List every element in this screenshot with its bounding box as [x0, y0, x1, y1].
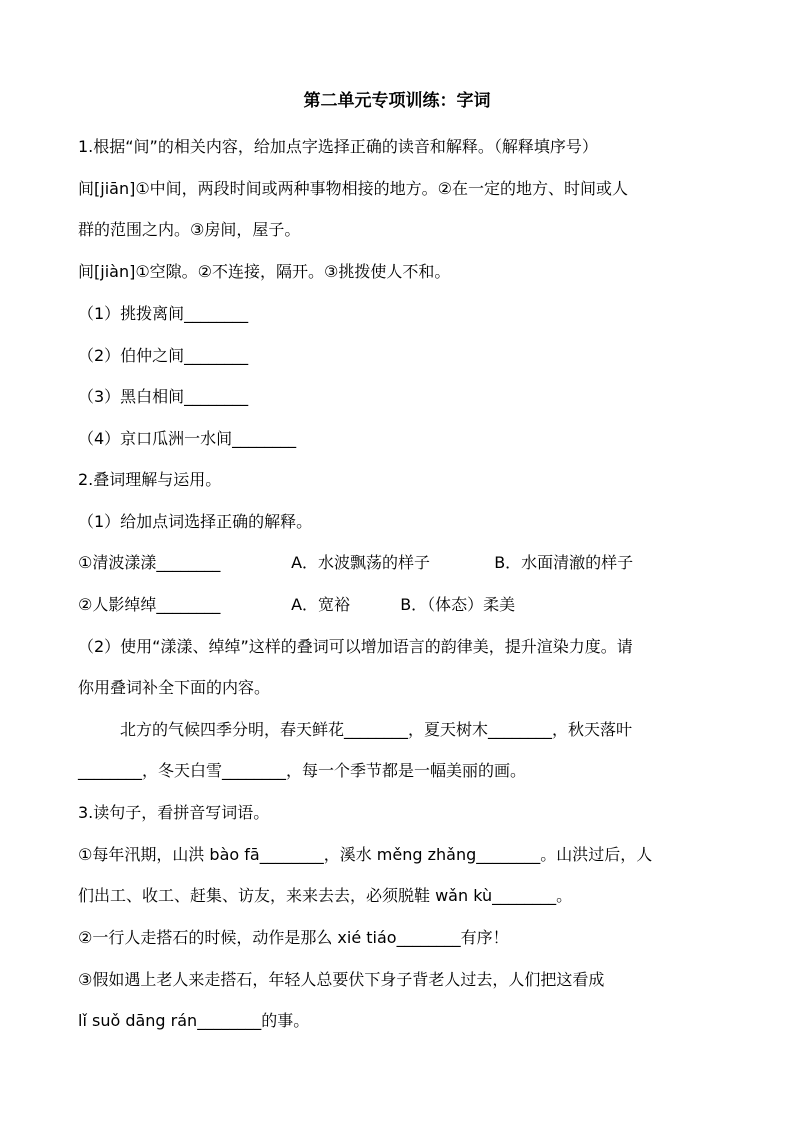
q2-paragraph-line-2: ________，冬天白雪________，每一个季节都是一幅美丽的画。: [78, 761, 527, 780]
q1-jian1-def-line2: 群的范围之内。③房间，屋子。: [78, 220, 301, 239]
q2-row-2-option-b: B．（体态）柔美: [400, 595, 516, 614]
q3-sentence-3-line-2: lǐ suǒ dāng rán________的事。: [78, 1011, 310, 1030]
q3-sentence-3-line-1: ③假如遇上老人来走搭石，年轻人总要伏下身子背老人过去，人们把这看成: [78, 970, 605, 989]
q1-jian1-def-line1: 间[jiān]①中间，两段时间或两种事物相接的地方。②在一定的地方、时间或人: [78, 179, 629, 198]
q1-jian4-def: 间[jiàn]①空隙。②不连接，隔开。③挑拨使人不和。: [78, 262, 451, 281]
q1-item-2: （2）伯仲之间________: [78, 346, 249, 365]
q2-sub2-line-2: 你用叠词补全下面的内容。: [78, 678, 271, 697]
q1-item-4: （4）京口瓜洲一水间________: [78, 429, 297, 448]
page-title: 第二单元专项训练：字词: [303, 91, 491, 111]
q2-row-1: [78, 552, 728, 574]
q3-sentence-1-line-2: 们出工、收工、赶集、访友，来来去去，必须脱鞋 wǎn kù________。: [78, 886, 573, 905]
q2-row-1-option-a: A．水波飘荡的样子: [291, 553, 431, 572]
q2-row-2-word: ②人影绰绰________: [78, 595, 221, 614]
q2-row-2-option-a: A．宽裕: [291, 595, 351, 614]
q2-row-1-word: ①清波漾漾________: [78, 553, 221, 572]
q2-sub1: （1）给加点词选择正确的解释。: [78, 512, 313, 531]
q2-row-1-option-b: B．水面清澈的样子: [494, 553, 634, 572]
q2-heading: 2.叠词理解与运用。: [78, 470, 222, 489]
q2-row-2: [78, 594, 728, 616]
q3-heading: 3.读句子，看拼音写词语。: [78, 803, 270, 822]
q1-heading: 1.根据“间”的相关内容，给加点字选择正确的读音和解释。（解释填序号）: [78, 137, 598, 156]
q2-sub2-line-1: （2）使用“漾漾、绰绰”这样的叠词可以增加语言的韵律美，提升渲染力度。请: [78, 637, 633, 656]
q3-sentence-2: ②一行人走搭石的时候，动作是那么 xié tiáo________有序！: [78, 928, 509, 947]
q1-item-3: （3）黑白相间________: [78, 387, 249, 406]
q3-sentence-1-line-1: ①每年汛期，山洪 bào fā________，溪水 měng zhǎng________。山洪过后，人: [78, 845, 653, 864]
q1-item-1: （1）挑拨离间________: [78, 304, 249, 323]
q2-paragraph-line-1: 北方的气候四季分明，春天鲜花________，夏天树木________，秋天落叶: [120, 720, 633, 739]
